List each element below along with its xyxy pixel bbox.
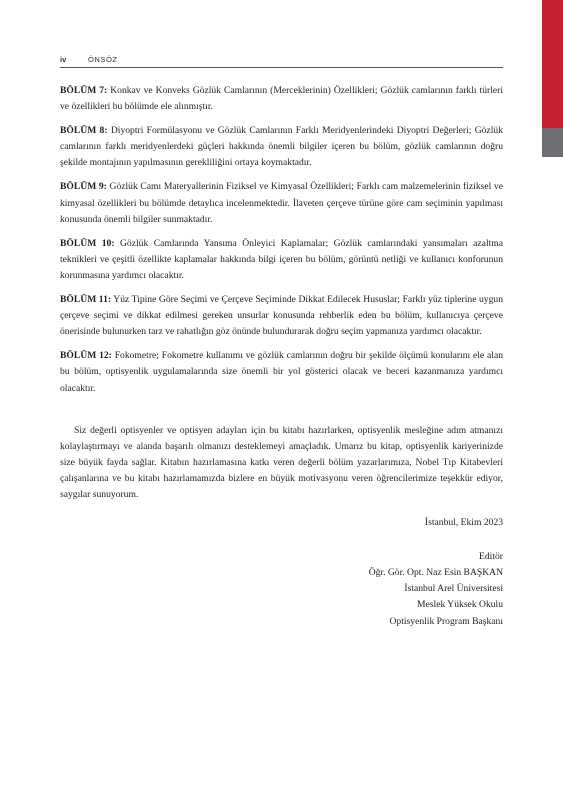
page-number: iv [60, 55, 67, 64]
chapter-summary-7 [60, 83, 503, 115]
chapter-summary-9 [60, 179, 503, 227]
chapter-description: Konkav ve Konveks Gözlük Camlarının (Merceklerinin) Özellikleri; Gözlük camlarının farklı türleri ve özellikleri bu bölümde ele alınmıştır. [60, 85, 503, 113]
chapter-summary-11 [60, 292, 503, 340]
chapter-label: BÖLÜM 9: [60, 181, 107, 193]
signature-block [60, 549, 503, 629]
closing-paragraph: Siz değerli optisyenler ve optisyen adayları için bu kitabı hazırlarken, optisyenlik mesleğine adım atmanızı kolaylaştırmayı ve alanda başarılı olmanızı desteklemeyi amaçladık. Umarız bu kitap, optisyenlik kariyerinizde size büyük fayda sağlar. Kitabın hazırlamasına katkı veren değerli bölüm yazarlarımıza, Nobel Tıp Kitabevleri çalışanlarına ve bu kitabı hazırlamamızda bizlere en büyük motivasyonu veren öğrencilerimize teşekkür ediyor, saygılar sunuyorum. [60, 424, 503, 500]
chapter-tab-marker [542, 0, 563, 128]
chapter-label: BÖLÜM 11: [60, 294, 112, 306]
chapter-label: BÖLÜM 10: [60, 237, 115, 249]
chapter-tab-marker-secondary [542, 128, 563, 157]
chapter-description: Gözlük Camı Materyallerinin Fiziksel ve Kimyasal Özellikleri; Farklı cam malzemelerinin fiziksel ve kimyasal özellikleri bu bölümde detaylıca incelenmektedir. İlaveten çerçeve türüne göre cam seçiminin yapılması konusunda önemli bilgiler sunmaktadır. [60, 181, 503, 225]
section-title: ÖNSÖZ [88, 55, 118, 64]
page-body [60, 83, 503, 630]
chapter-summary-10 [60, 236, 503, 284]
chapter-summary-8 [60, 123, 503, 171]
running-header [60, 51, 503, 68]
chapter-description: Fokometre; Fokometre kullanımı ve gözlük camlarının doğru bir şekilde ölçümü konularını ele alan bu bölüm, optisyenlik uygulamalarında size önemli bir yol gösterici olacak ve beceri kazanmanıza yardımcı olacaktır. [60, 350, 503, 394]
signature-position: Optisyenlik Program Başkanı [389, 615, 503, 627]
signature-name: Öğr. Gör. Opt. Naz Esin BAŞKAN [368, 567, 503, 579]
chapter-description: Diyoptri Formülasyonu ve Gözlük Camlarının Farklı Meridyenlerindeki Diyoptri Değerleri; Gözlük camlarının farklı meridyenlerdeki güçleri hakkında önemli bilgiler içeren bu bölüm, gözlük camlarının doğru şekilde montajının yapılmasının gerekliliğini ortaya koymaktadır. [60, 125, 503, 169]
chapter-label: BÖLÜM 8: [60, 125, 108, 137]
chapter-label: BÖLÜM 7: [60, 85, 108, 96]
chapter-label: BÖLÜM 12: [60, 350, 112, 362]
chapter-description: Yüz Tipine Göre Seçimi ve Çerçeve Seçiminde Dikkat Edilecek Hususlar; Farklı yüz tiplerine uygun çerçeve seçimi ve dikkat edilmesi gereken unsurlar konusunda rehberlik eden bu bölüm, kullanıcıya çerçeve önerisinde bulunurken tarz ve rahatlığın göz önünde bulundurarak doğru seçim yapmanıza yardımcı olacaktır. [60, 294, 503, 338]
signature-role: Editör [479, 551, 503, 563]
chapter-description: Gözlük Camlarında Yansıma Önleyici Kaplamalar; Gözlük camlarındaki yansımaları azaltma teknikleri ve çeşitli özellikte kaplamalar hakkında bilgi içeren bu bölüm, görüntü netliği ve kullanıcı konforunun korunmasına yardımcı olacaktır. [60, 237, 503, 281]
signature-school: Meslek Yüksek Okulu [417, 599, 503, 611]
place-date: İstanbul, Ekim 2023 [424, 517, 503, 529]
signature-university: İstanbul Arel Üniversitesi [404, 583, 503, 595]
chapter-summary-12 [60, 348, 503, 396]
